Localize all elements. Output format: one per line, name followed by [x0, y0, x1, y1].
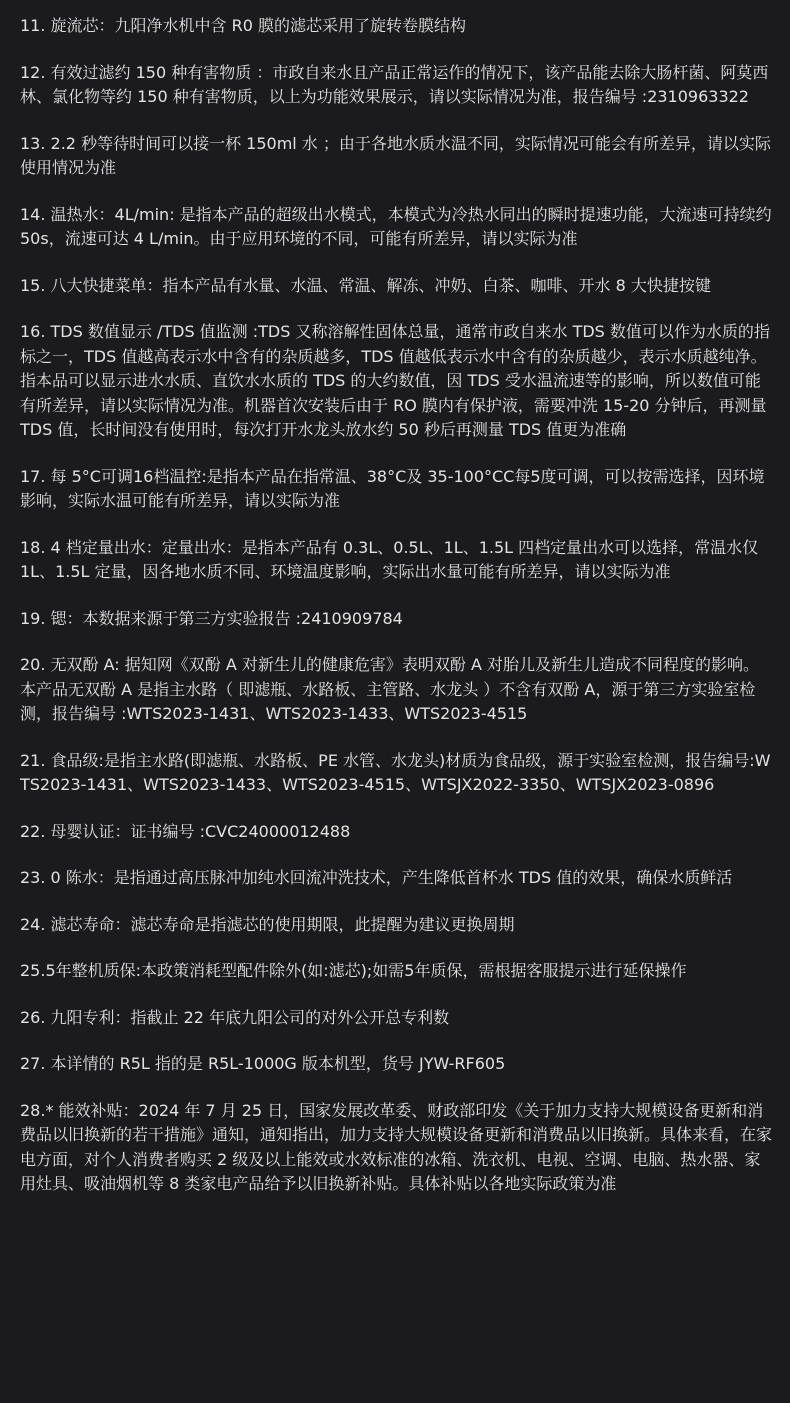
- note-16-tds-display: 16. TDS 数值显示 /TDS 值监测 :TDS 又称溶解性固体总量，通常市政自来水 TDS 数值可以作为水质的指标之一，TDS 值越高表示水中含有的杂质越多，TDS 值越低表示水中含有的杂质越少，表示水质越纯净。指本品可以显示进水水质、直饮水水质的 TDS 的大约数值，因 TDS 受水温流速等的影响，所以数值可能有所差异，请以实际情况为准。机器首次安装后由于 RO 膜内有保护液，需要冲洗 15-20 分钟后，再测量 TDS 值，长时间没有使用时，每次打开水龙头放水约 50 秒后再测量 TDS 值更为准确: [20, 322, 770, 439]
- note-25-warranty: 25.5年整机质保:本政策消耗型配件除外(如:滤芯);如需5年质保，需根据客服提示进行延保操作: [20, 961, 687, 980]
- note-13-wait-time: 13. 2.2 秒等待时间可以接一杯 150ml 水 ；由于各地水质水温不同，实际情况可能会有所差异，请以实际使用情况为准: [20, 133, 771, 177]
- note-12-harmful-substances: 12. 有效过滤约 150 种有害物质 ：市政自来水且产品正常运作的情况下，该产品能去除大肠杆菌、阿莫西林、氯化物等约 150 种有害物质，以上为功能效果展示，请以实际情况为准，报告编号 :2310963322: [20, 62, 769, 106]
- note-14-warm-water-flow: 14. 温热水：4L/min: 是指本产品的超级出水模式，本模式为冷热水同出的瞬时提速功能，大流速可持续约 50s，流速可达 4 L/min。由于应用环境的不同，可能有所差异，请以实际为准: [20, 204, 772, 248]
- note-18-quantitative-output: 18. 4 档定量出水：定量出水：是指本产品有 0.3L、0.5L、1L、1.5L 四档定量出水可以选择，常温水仅 1L、1.5L 定量，因各地水质不同、环境温度影响，实际出水量可能有所差异，请以实际为准: [20, 537, 759, 581]
- note-11-rotary-filter: 11. 旋流芯：九阳净水机中含 R0 膜的滤芯采用了旋转卷膜结构: [20, 16, 467, 35]
- note-15-quick-menus: 15. 八大快捷菜单：指本产品有水量、水温、常温、解冻、冲奶、白茶、咖啡、开水 8 大快捷按键: [20, 275, 711, 295]
- note-24-filter-life: 24. 滤芯寿命：滤芯寿命是指滤芯的使用期限，此提醒为建议更换周期: [20, 914, 515, 934]
- note-27-model-number: 27. 本详情的 R5L 指的是 R5L-1000G 版本机型，货号 JYW-RF605: [20, 1054, 506, 1073]
- note-17-temperature-control: 17. 每 5°C可调16档温控:是指本产品在指常温、38°C及 35-100°CC每5度可调，可以按需选择，因环境影响，实际水温可能有所差异，请以实际为准: [20, 466, 765, 510]
- note-20-bpa-free: 20. 无双酚 A: 据知网《双酚 A 对新生儿的健康危害》表明双酚 A 对胎儿及新生儿造成不同程度的影响。本产品无双酚 A 是指主水路（ 即滤瓶、水路板、主管路、水龙头 ）不含有双酚 A，源于第三方实验室检测，报告编号 :WTS2023-1431、WTS2023-1433、WTS2023-4515: [20, 655, 759, 723]
- note-28-energy-subsidy: 28.* 能效补贴：2024 年 7 月 25 日，国家发展改革委、财政部印发《关于加力支持大规模设备更新和消费品以旧换新的若干措施》通知，通知指出，加力支持大规模设备更新和消费品以旧换新。具体来看，在家电方面，对个人消费者购买 2 级及以上能效或水效标准的冰箱、洗衣机、电视、空调、电脑、热水器、家用灶具、吸油烟机等 8 类家电产品给予以旧换新补贴。具体补贴以各地实际政策为准: [20, 1100, 773, 1193]
- note-19-strontium: 19. 锶：本数据来源于第三方实验报告 :2410909784: [20, 608, 403, 628]
- note-21-food-grade: 21. 食品级:是指主水路(即滤瓶、水路板、PE 水管、水龙头)材质为食品级，源于实验室检测，报告编号:WTS2023-1431、WTS2023-1433、WTS2023-4515、WTSJX2022-3350、WTSJX2023-0896: [20, 750, 771, 794]
- note-26-patents: 26. 九阳专利：指截止 22 年底九阳公司的对外公开总专利数: [20, 1007, 450, 1027]
- note-22-maternal-certification: 22. 母婴认证：证书编号 :CVC24000012488: [20, 821, 351, 841]
- note-23-stale-water: 23. 0 陈水：是指通过高压脉冲加纯水回流冲洗技术，产生降低首杯水 TDS 值的效果，确保水质鲜活: [20, 868, 733, 887]
